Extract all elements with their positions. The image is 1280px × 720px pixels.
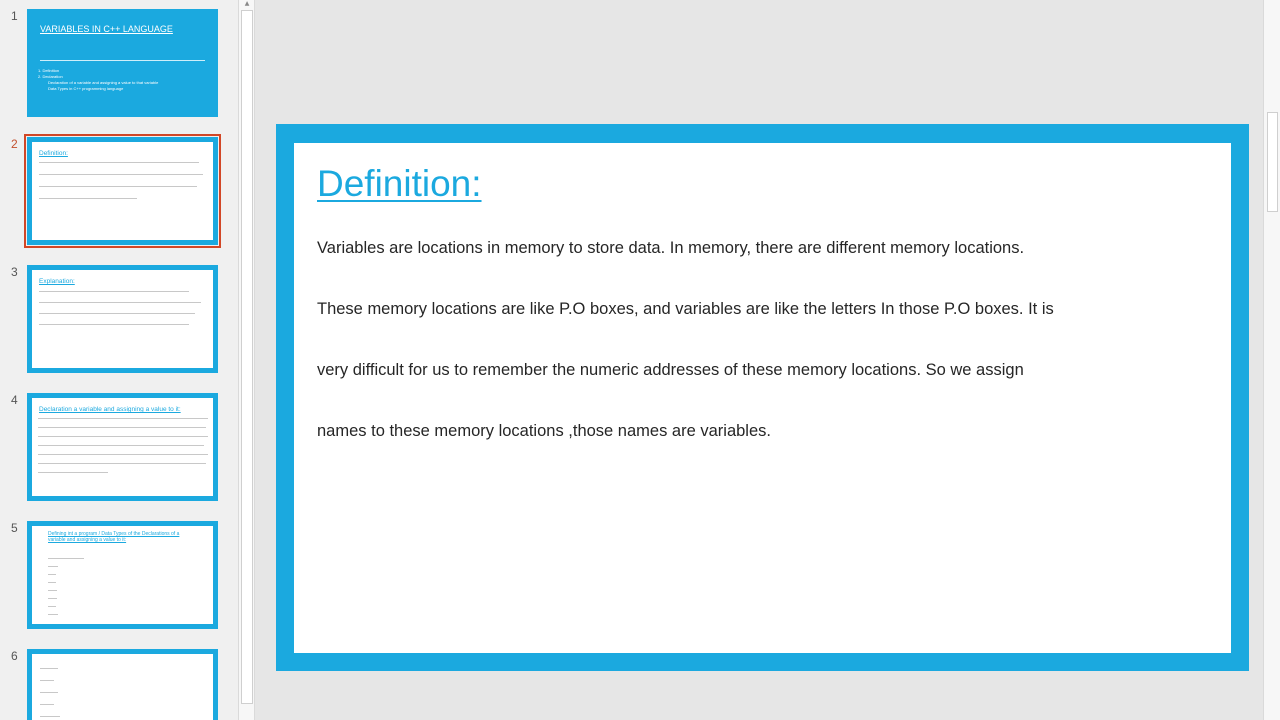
thumbnail-text-line [39, 162, 199, 163]
thumbnail-number: 4 [11, 393, 18, 407]
thumbnail-text-line [40, 692, 58, 693]
thumbnail-text-line [40, 704, 54, 705]
slide-thumbnail-1[interactable] [27, 9, 218, 117]
thumbnail-text-line [48, 614, 58, 615]
thumbnail-text-line [48, 574, 56, 575]
thumbnail-text-line [38, 427, 206, 428]
thumbnail-number: 1 [11, 9, 18, 23]
thumbnail-title: Defining int a program / Data Types of the Declarations of a variable and assigning a value to it: [48, 531, 180, 543]
thumbnail-row [0, 9, 238, 119]
thumbnail-text-line [38, 445, 204, 446]
thumbnail-title: Definition: [39, 150, 68, 157]
thumbnail-text-line [38, 418, 208, 419]
slide-thumbnail-5[interactable] [27, 521, 218, 629]
editor-scrollbar[interactable] [1263, 0, 1280, 720]
thumbnail-text-line [38, 436, 208, 437]
thumbnail-text: 1. Definition 2. Declaration Declaration of a variable and assigning a value to that variable Data Types in C++ programming language [38, 68, 159, 91]
thumbnail-text-line [48, 558, 84, 559]
thumbnail-row [0, 265, 238, 375]
body-line: very difficult for us to remember the numeric addresses of these memory locations. So we assign [317, 361, 1024, 379]
slide-content-area [294, 143, 1231, 653]
thumbnail-canvas [32, 14, 213, 112]
thumbnail-text-line [39, 291, 189, 292]
thumbnail-text-line [38, 454, 208, 455]
slide-body-text[interactable] [317, 218, 1197, 462]
thumbnail-text-line [48, 606, 56, 607]
slide-canvas[interactable] [276, 124, 1249, 671]
thumbnail-canvas [32, 398, 213, 496]
thumbnail-number: 2 [11, 137, 18, 151]
thumbnail-text-line [39, 174, 203, 175]
thumbnail-text-line [48, 598, 57, 599]
slide-thumbnail-6[interactable] [27, 649, 218, 720]
thumbnail-title: Declaration a variable and assigning a value to it: [39, 406, 181, 413]
slide-thumbnail-3[interactable] [27, 265, 218, 373]
thumbnail-canvas [32, 526, 213, 624]
thumbnail-row [0, 393, 238, 503]
thumbnail-text-line [48, 582, 56, 583]
slide-thumbnail-pane [0, 0, 238, 720]
thumbnail-row [0, 137, 238, 247]
slide-title[interactable]: Definition: [317, 163, 482, 204]
body-line: These memory locations are like P.O boxes, and variables are like the letters In those P.O boxes. It is [317, 300, 1054, 318]
thumbnail-text-line [39, 198, 137, 199]
thumbnail-canvas [32, 270, 213, 368]
slide-thumbnail-2[interactable] [27, 137, 218, 245]
thumbnail-text-line [40, 680, 54, 681]
thumbnail-text-line [39, 302, 201, 303]
thumbnail-text-line [38, 472, 108, 473]
thumbnail-canvas [32, 142, 213, 240]
thumbnail-text-line [39, 324, 189, 325]
thumbnail-number: 3 [11, 265, 18, 279]
thumbnail-title: Explanation: [39, 278, 75, 285]
thumbnail-text-line [39, 313, 195, 314]
thumbnail-scrollbar[interactable] [238, 0, 255, 720]
thumbnail-scrollbar-thumb[interactable] [241, 10, 253, 704]
thumbnail-text-line [40, 668, 58, 669]
body-line: Variables are locations in memory to store data. In memory, there are different memory locations. [317, 239, 1025, 257]
thumbnail-text-line [38, 463, 206, 464]
thumbnail-text-line [48, 590, 57, 591]
scroll-up-arrow-icon[interactable]: ▲ [244, 0, 250, 7]
thumbnail-number: 5 [11, 521, 18, 535]
thumbnail-divider [40, 60, 205, 61]
thumbnail-text-line [39, 186, 197, 187]
thumbnail-row [0, 649, 238, 720]
thumbnail-canvas [32, 654, 213, 720]
thumbnail-row [0, 521, 238, 631]
thumbnail-text-line [40, 716, 60, 717]
thumbnail-number: 6 [11, 649, 18, 663]
slide-thumbnail-4[interactable] [27, 393, 218, 501]
thumbnail-text-line [48, 566, 58, 567]
thumbnail-title: VARIABLES IN C++ LANGUAGE [40, 24, 173, 34]
editor-scrollbar-thumb[interactable] [1267, 112, 1278, 212]
body-line: names to these memory locations ,those names are variables. [317, 422, 771, 440]
